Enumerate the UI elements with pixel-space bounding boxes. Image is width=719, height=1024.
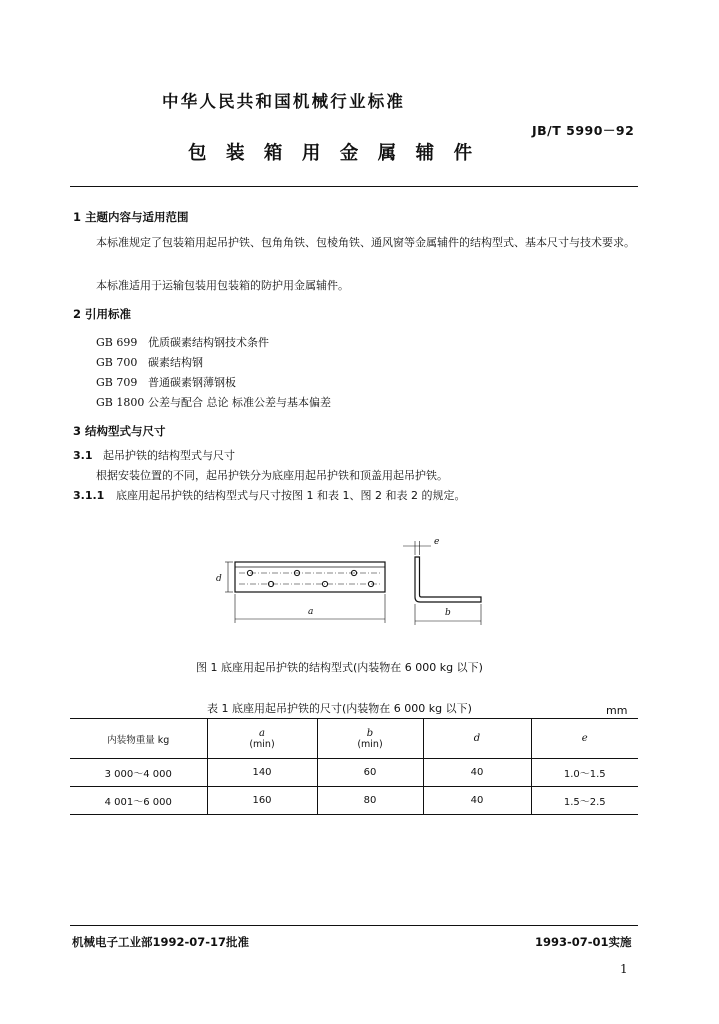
table-header-cell bbox=[70, 719, 207, 759]
dimension-label-a: a bbox=[308, 607, 314, 617]
section-3-heading: 3 结构型式与尺寸 bbox=[73, 424, 166, 438]
reference-name: 公差与配合 总论 标准公差与基本偏差 bbox=[148, 396, 331, 409]
table-cell: 160 bbox=[207, 787, 317, 815]
angle-section bbox=[415, 557, 481, 602]
table-header-cell bbox=[531, 719, 638, 759]
reference-item bbox=[96, 374, 236, 390]
figure-1-caption: 图 1 底座用起吊护铁的结构型式(内装物在 6 000 kg 以下) bbox=[196, 661, 483, 674]
reference-item bbox=[96, 394, 331, 410]
table-row bbox=[70, 759, 638, 787]
reference-code: GB 700 bbox=[96, 356, 138, 369]
header-sub: 内装物重量 kg bbox=[107, 734, 170, 746]
dimension-table bbox=[70, 718, 638, 815]
table-cell: 140 bbox=[207, 759, 317, 787]
header-sub: (min) bbox=[357, 738, 383, 750]
dimension-label-d: d bbox=[216, 574, 222, 584]
approval-note: 机械电子工业部1992-07-17批准 bbox=[72, 935, 250, 949]
figure-1-drawing bbox=[205, 535, 495, 635]
header-symbol: b bbox=[366, 727, 374, 739]
section-3-1-heading bbox=[73, 447, 235, 463]
footer-rule bbox=[70, 925, 638, 926]
issuing-organization: 中华人民共和国机械行业标准 bbox=[162, 92, 406, 111]
section-2-heading: 2 引用标准 bbox=[73, 307, 132, 321]
section-3-1-1-number: 3.1.1 bbox=[73, 489, 105, 502]
table-1-caption: 表 1 底座用起吊护铁的尺寸(内装物在 6 000 kg 以下) bbox=[207, 702, 472, 715]
section-1-para-2: 本标准适用于运输包装用包装箱的防护用金属辅件。 bbox=[96, 279, 349, 292]
reference-code: GB 1800 bbox=[96, 396, 145, 409]
table-cell: 1.0～1.5 bbox=[531, 759, 638, 787]
reference-code: GB 699 bbox=[96, 336, 138, 349]
table-unit: mm bbox=[606, 704, 628, 717]
reference-item bbox=[96, 354, 203, 370]
section-3-1-1-body: 底座用起吊护铁的结构型式与尺寸按图 1 和表 1、图 2 和表 2 的规定。 bbox=[116, 489, 466, 502]
section-3-1-number: 3.1 bbox=[73, 449, 93, 462]
section-3-1-para: 根据安装位置的不同，起吊护铁分为底座用起吊护铁和顶盖用起吊护铁。 bbox=[96, 469, 448, 482]
reference-name: 普通碳素钢薄钢板 bbox=[148, 376, 236, 389]
effective-date: 1993-07-01实施 bbox=[535, 935, 632, 949]
header-symbol: d bbox=[473, 733, 481, 744]
table-header-cell bbox=[317, 719, 423, 759]
table-header-cell bbox=[207, 719, 317, 759]
table-header-row bbox=[70, 719, 638, 759]
reference-code: GB 709 bbox=[96, 376, 138, 389]
section-3-1-1-text bbox=[73, 487, 465, 503]
header-rule bbox=[70, 186, 638, 187]
table-cell: 1.5～2.5 bbox=[531, 787, 638, 815]
table-cell: 4 001～6 000 bbox=[70, 787, 207, 815]
dimension-label-b: b bbox=[445, 608, 451, 618]
header-symbol: e bbox=[581, 733, 588, 744]
table-cell: 80 bbox=[317, 787, 423, 815]
plate-outline bbox=[235, 562, 385, 592]
reference-item bbox=[96, 334, 269, 350]
page-number: 1 bbox=[620, 962, 628, 976]
table-row bbox=[70, 787, 638, 815]
reference-name: 碳素结构钢 bbox=[148, 356, 203, 369]
section-1-para-1: 本标准规定了包装箱用起吊护铁、包角角铁、包棱角铁、通风窗等金属辅件的结构型式、基本尺寸与技术要求。 bbox=[96, 236, 635, 249]
document-title: 包 装 箱 用 金 属 辅 件 bbox=[188, 143, 479, 164]
header-sub: (min) bbox=[249, 738, 275, 750]
table-cell: 60 bbox=[317, 759, 423, 787]
standard-code: JB/T 5990－92 bbox=[532, 123, 635, 138]
reference-name: 优质碳素结构钢技术条件 bbox=[148, 336, 269, 349]
table-header-cell bbox=[423, 719, 531, 759]
table-cell: 40 bbox=[423, 787, 531, 815]
section-3-1-title: 起吊护铁的结构型式与尺寸 bbox=[103, 449, 235, 462]
header-symbol: a bbox=[259, 727, 265, 739]
table-cell: 40 bbox=[423, 759, 531, 787]
table-cell: 3 000～4 000 bbox=[70, 759, 207, 787]
dimension-label-e: e bbox=[434, 537, 440, 547]
section-1-heading: 1 主题内容与适用范围 bbox=[73, 210, 189, 224]
